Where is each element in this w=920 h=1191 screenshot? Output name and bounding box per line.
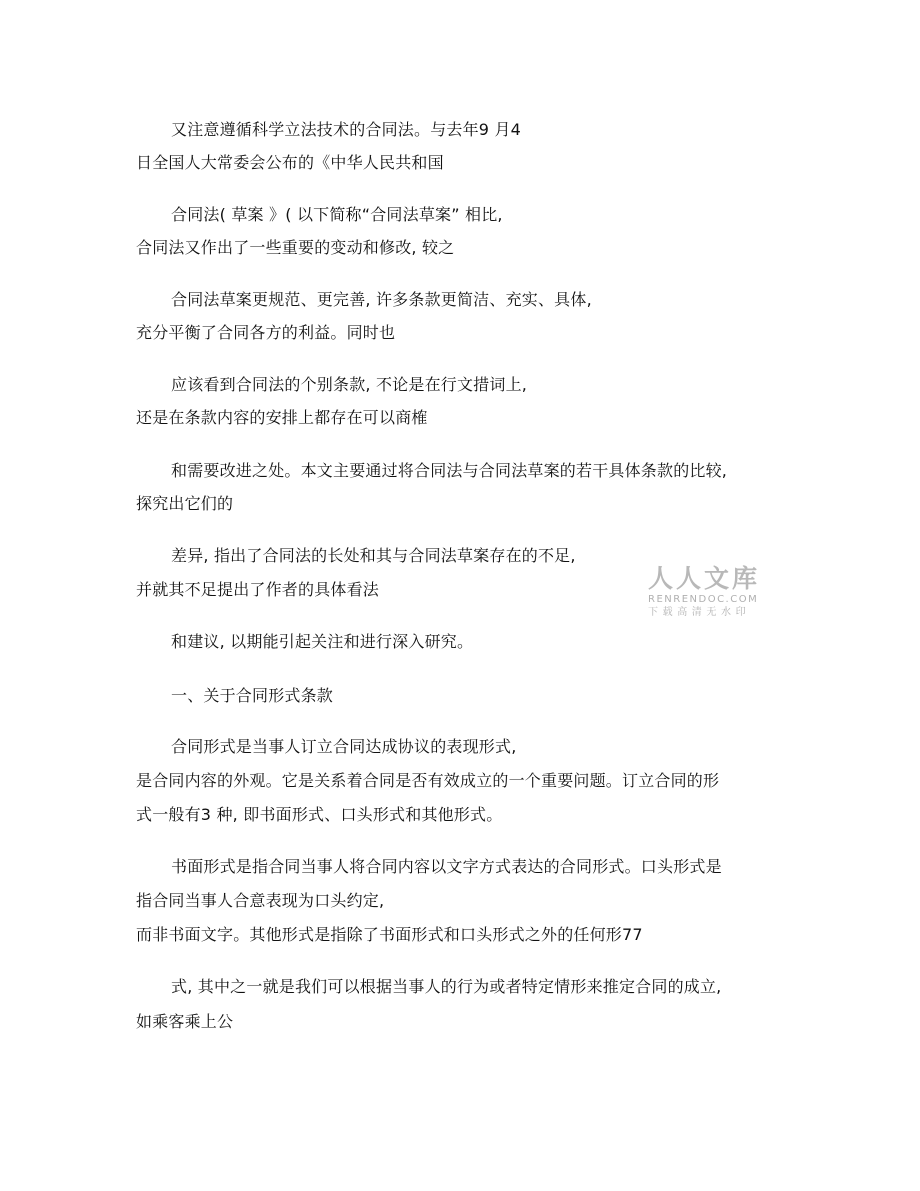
text-line: 应该看到合同法的个别条款, 不论是在行文措词上,	[171, 375, 528, 394]
text-line: 合同法( 草案 》( 以下简称“合同法草案” 相比,	[171, 205, 503, 224]
text-line: 差异, 指出了合同法的长处和其与合同法草案存在的不足,	[171, 546, 576, 565]
text-line: 合同法草案更规范、更完善, 许多条款更简洁、充实、具体,	[171, 290, 592, 309]
text-line: 是合同内容的外观。它是关系着合同是否有效成立的一个重要问题。订立合同的形	[136, 771, 720, 790]
text-line: 并就其不足提出了作者的具体看法	[136, 580, 380, 599]
text-line: 探究出它们的	[136, 494, 234, 513]
text-line: 式一般有3 种, 即书面形式、口头形式和其他形式。	[136, 805, 503, 824]
text-line: 日全国人大常委会公布的《中华人民共和国	[136, 153, 444, 172]
text-line: 和需要改进之处。本文主要通过将合同法与合同法草案的若干具体条款的比较,	[171, 461, 728, 480]
text-line: 而非书面文字。其他形式是指除了书面形式和口头形式之外的任何形77	[136, 925, 643, 944]
text-line: 书面形式是指合同当事人将合同内容以文字方式表达的合同形式。口头形式是	[171, 857, 722, 876]
text-line: 充分平衡了合同各方的利益。同时也	[136, 323, 396, 342]
text-line: 指合同当事人合意表现为口头约定,	[136, 891, 385, 910]
text-line: 合同法又作出了一些重要的变动和修改, 较之	[136, 238, 455, 257]
watermark-site: RENRENDOC.COM	[648, 594, 759, 605]
watermark-logo	[648, 565, 772, 619]
watermark-subtitle: 下载高清无水印	[648, 607, 751, 618]
text-line: 式, 其中之一就是我们可以根据当事人的行为或者特定情形来推定合同的成立,	[171, 977, 722, 996]
text-line: 又注意遵循科学立法技术的合同法。与去年9 月4	[171, 120, 522, 139]
section-heading: 一、关于合同形式条款	[171, 686, 334, 705]
text-line: 如乘客乘上公	[136, 1012, 234, 1031]
watermark-title: 人人文库	[648, 564, 761, 593]
text-line: 和建议, 以期能引起关注和进行深入研究。	[171, 632, 474, 651]
text-line: 合同形式是当事人订立合同达成协议的表现形式,	[171, 737, 517, 756]
text-line: 还是在条款内容的安排上都存在可以商榷	[136, 408, 428, 427]
